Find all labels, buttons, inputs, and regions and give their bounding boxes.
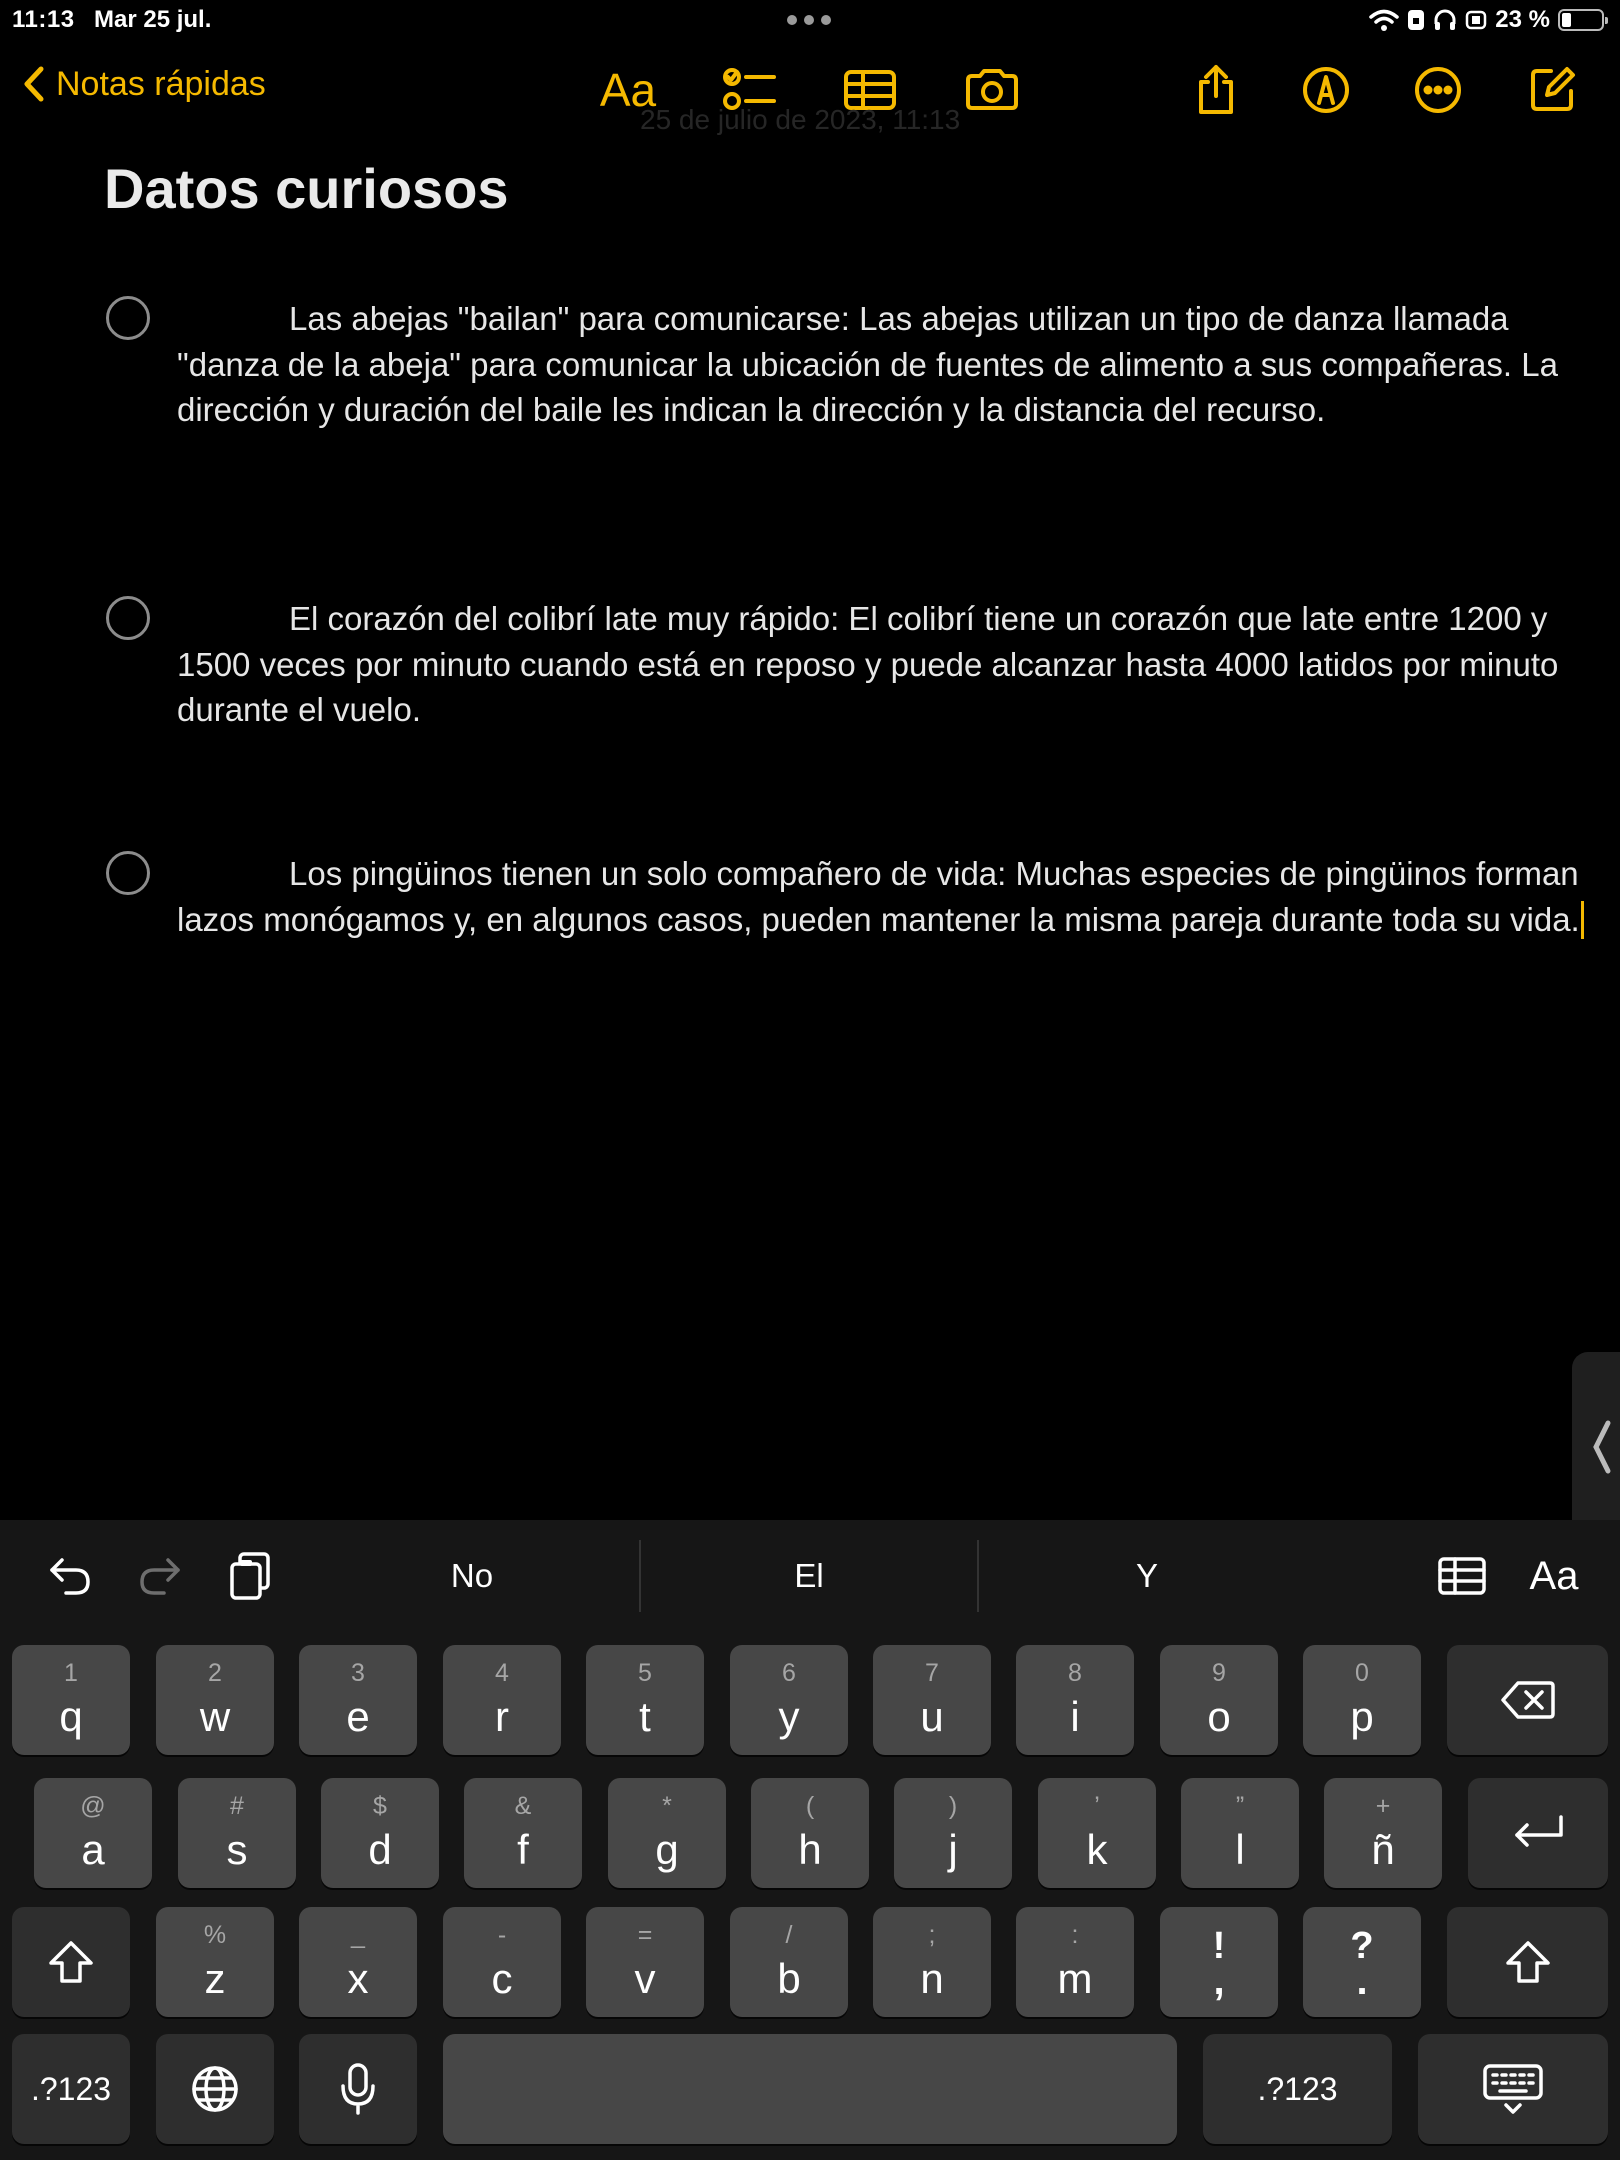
more-icon [1413, 65, 1463, 115]
key-label-top: ? [1350, 1925, 1374, 1967]
key-label: g [655, 1826, 679, 1873]
key-label: w [199, 1693, 231, 1740]
keyboard-dismiss-icon [1482, 2063, 1544, 2115]
key-label-bottom: , [1213, 1959, 1225, 2003]
key-hint: * [662, 1792, 672, 1820]
shortcuts-bar [0, 1520, 1620, 1628]
software-keyboard [0, 1520, 1620, 2160]
key-hint: + [1375, 1792, 1391, 1820]
key-label: b [777, 1955, 801, 2002]
format-button[interactable] [1524, 1550, 1584, 1602]
share-button[interactable] [1186, 64, 1246, 116]
status-time: 11:13 [12, 6, 75, 33]
key-label: x [347, 1955, 369, 2002]
delete-icon [1500, 1680, 1556, 1720]
key-hint: 0 [1355, 1659, 1369, 1687]
compose-icon [1527, 65, 1577, 115]
key-hint: & [514, 1792, 532, 1820]
key-label: h [798, 1826, 822, 1873]
note-date: 25 de julio de 2023, 11:13 [640, 104, 961, 135]
key-label: t [639, 1693, 651, 1740]
key-label: ñ [1371, 1826, 1395, 1873]
markup-button[interactable] [1296, 64, 1356, 116]
key-question-period[interactable] [1303, 1907, 1421, 2017]
key-label: y [778, 1693, 800, 1740]
back-button[interactable] [22, 64, 266, 104]
chevron-left-icon [22, 64, 46, 104]
compose-button[interactable] [1522, 64, 1582, 116]
key-label: z [204, 1955, 226, 2002]
status-bar [0, 0, 1620, 42]
battery-percent: 23 % [1495, 6, 1550, 33]
key-hint: % [203, 1921, 227, 1949]
table-button[interactable] [1434, 1550, 1490, 1602]
key-k[interactable] [1038, 1778, 1156, 1888]
markup-icon [1301, 65, 1351, 115]
key-label: j [948, 1826, 958, 1873]
key-hint: 7 [925, 1659, 939, 1687]
back-label: Notas rápidas [56, 64, 266, 103]
key-s[interactable] [178, 1778, 296, 1888]
globe-icon [190, 2064, 240, 2114]
key-h[interactable] [751, 1778, 869, 1888]
camera-icon [964, 68, 1020, 112]
key-hint: 9 [1212, 1659, 1226, 1687]
key-exclamation-comma[interactable] [1160, 1907, 1278, 2017]
key-label: c [491, 1955, 513, 2002]
key-hint: = [637, 1921, 653, 1949]
paste-button[interactable] [222, 1550, 278, 1602]
dictation-key[interactable] [299, 2034, 417, 2144]
key-hint: ; [928, 1921, 936, 1949]
key-g[interactable] [608, 1778, 726, 1888]
format-label: Aa [1529, 1553, 1579, 1598]
key-label: a [81, 1826, 105, 1873]
key-c[interactable] [443, 1907, 561, 2017]
key-hint: 8 [1068, 1659, 1082, 1687]
key-y[interactable] [730, 1645, 848, 1755]
headphones-icon [1433, 8, 1457, 32]
key-label: e [346, 1693, 370, 1740]
microphone-icon [338, 2062, 378, 2116]
key-a[interactable] [34, 1778, 152, 1888]
key-label: .?123 [1257, 2070, 1338, 2107]
suggestion-1[interactable]: No [450, 1557, 494, 1594]
globe-key[interactable] [156, 2034, 274, 2144]
key-hint: ” [1235, 1792, 1245, 1820]
key-m[interactable] [1016, 1907, 1134, 2017]
checkbox-circle[interactable] [106, 596, 150, 640]
lock-rotation-icon [1407, 8, 1425, 32]
key-label: .?123 [30, 2070, 112, 2107]
redo-icon [138, 1556, 182, 1596]
key-i[interactable] [1016, 1645, 1134, 1755]
shift-icon [1504, 1940, 1552, 1984]
battery-icon [1558, 9, 1604, 31]
shift-key-right[interactable] [1447, 1907, 1608, 2017]
key-z[interactable] [156, 1907, 274, 2017]
redo-button[interactable] [132, 1550, 188, 1602]
key-hint: : [1071, 1921, 1079, 1949]
key-hint: / [785, 1921, 793, 1949]
suggestion-3[interactable]: Y [1135, 1557, 1158, 1594]
status-date: Mar 25 jul. [94, 6, 212, 33]
key-hint: 5 [638, 1659, 652, 1687]
wifi-icon [1369, 8, 1399, 32]
key-ntilde[interactable] [1324, 1778, 1442, 1888]
shift-icon [47, 1940, 95, 1984]
key-label: v [634, 1955, 656, 2002]
key-label: q [59, 1693, 83, 1740]
return-key[interactable] [1468, 1778, 1608, 1888]
key-label: f [517, 1826, 529, 1873]
key-w[interactable] [156, 1645, 274, 1755]
format-label: Aa [599, 64, 657, 116]
key-label: k [1086, 1826, 1108, 1873]
checklist-item-text: Los pingüinos tienen un solo compañero de vida: Muchas especies de pingüinos forman lazos monógamos y, en algunos casos, pueden mantener la misma pareja durante toda su vida. [177, 855, 1580, 938]
dismiss-keyboard-key[interactable] [1418, 2034, 1608, 2144]
key-hint: 3 [351, 1659, 365, 1687]
key-r[interactable] [443, 1645, 561, 1755]
key-x[interactable] [299, 1907, 417, 2017]
key-hint: _ [351, 1921, 365, 1949]
share-icon [1193, 64, 1239, 116]
clipboard-icon [228, 1551, 272, 1601]
key-hint: 6 [782, 1659, 796, 1687]
key-d[interactable] [321, 1778, 439, 1888]
key-hint: ’ [1094, 1792, 1100, 1820]
side-panel-handle[interactable] [1572, 1352, 1620, 1542]
key-v[interactable] [586, 1907, 704, 2017]
key-label-top: ! [1212, 1925, 1226, 1967]
delete-key[interactable] [1447, 1645, 1608, 1755]
key-n[interactable] [873, 1907, 991, 2017]
camera-button[interactable] [962, 64, 1022, 116]
checklist-item-text-with-cursor[interactable] [177, 851, 1617, 942]
return-icon [1511, 1813, 1565, 1853]
key-l[interactable] [1181, 1778, 1299, 1888]
key-e[interactable] [299, 1645, 417, 1755]
key-label: m [1057, 1955, 1093, 2002]
key-f[interactable] [464, 1778, 582, 1888]
key-label: n [920, 1955, 944, 2002]
numbers-mode-key-left[interactable] [12, 2034, 130, 2144]
chevron-left-icon [1590, 1417, 1614, 1477]
numbers-mode-key-right[interactable] [1203, 2034, 1392, 2144]
key-b[interactable] [730, 1907, 848, 2017]
key-label: l [1235, 1826, 1245, 1873]
checklist-item-text[interactable]: Las abejas "bailan" para comunicarse: Las abejas utilizan un tipo de danza llamada "danza de la abeja" para comunicar la ubicación de fuentes de alimento a sus compañeras. La dirección y duración del baile les indican la dirección y la distancia del recurso. [177, 300, 1558, 428]
key-label: d [368, 1826, 392, 1873]
key-label: o [1207, 1693, 1231, 1740]
key-label: i [1070, 1693, 1080, 1740]
shift-key-left[interactable] [12, 1907, 130, 2017]
key-label: u [920, 1693, 944, 1740]
key-hint: # [230, 1792, 244, 1820]
table-icon [1437, 1556, 1487, 1596]
key-label-bottom: . [1356, 1959, 1368, 2003]
key-hint: ) [948, 1792, 958, 1820]
suggestion-2[interactable]: El [794, 1557, 824, 1594]
key-hint: 4 [495, 1659, 509, 1687]
key-label: p [1350, 1693, 1374, 1740]
key-hint: - [497, 1921, 507, 1949]
checkbox-circle[interactable] [106, 851, 150, 895]
key-hint: ( [805, 1792, 815, 1820]
key-label: s [226, 1826, 248, 1873]
battery-case-icon [1465, 8, 1487, 32]
key-t[interactable] [586, 1645, 704, 1755]
key-hint: 2 [208, 1659, 222, 1687]
key-hint: @ [80, 1792, 106, 1820]
key-o[interactable] [1160, 1645, 1278, 1755]
checklist-item-text[interactable]: El corazón del colibrí late muy rápido: El colibrí tiene un corazón que late entre 1200 y 1500 veces por minuto cuando está en reposo y puede alcanzar hasta 4000 latidos por minuto durante el vuelo. [177, 600, 1559, 728]
note-title[interactable]: Datos curiosos [104, 157, 509, 220]
key-j[interactable] [894, 1778, 1012, 1888]
key-u[interactable] [873, 1645, 991, 1755]
key-hint: $ [373, 1792, 387, 1820]
more-button[interactable] [1408, 64, 1468, 116]
key-q[interactable] [12, 1645, 130, 1755]
key-p[interactable] [1303, 1645, 1421, 1755]
checkbox-circle[interactable] [106, 296, 150, 340]
undo-icon [48, 1556, 92, 1596]
undo-button[interactable] [42, 1550, 98, 1602]
space-bar[interactable] [443, 2034, 1177, 2144]
key-label: r [495, 1693, 509, 1740]
multitasking-dots-icon[interactable] [786, 14, 832, 26]
text-cursor [1581, 901, 1584, 939]
key-hint: 1 [64, 1659, 78, 1687]
